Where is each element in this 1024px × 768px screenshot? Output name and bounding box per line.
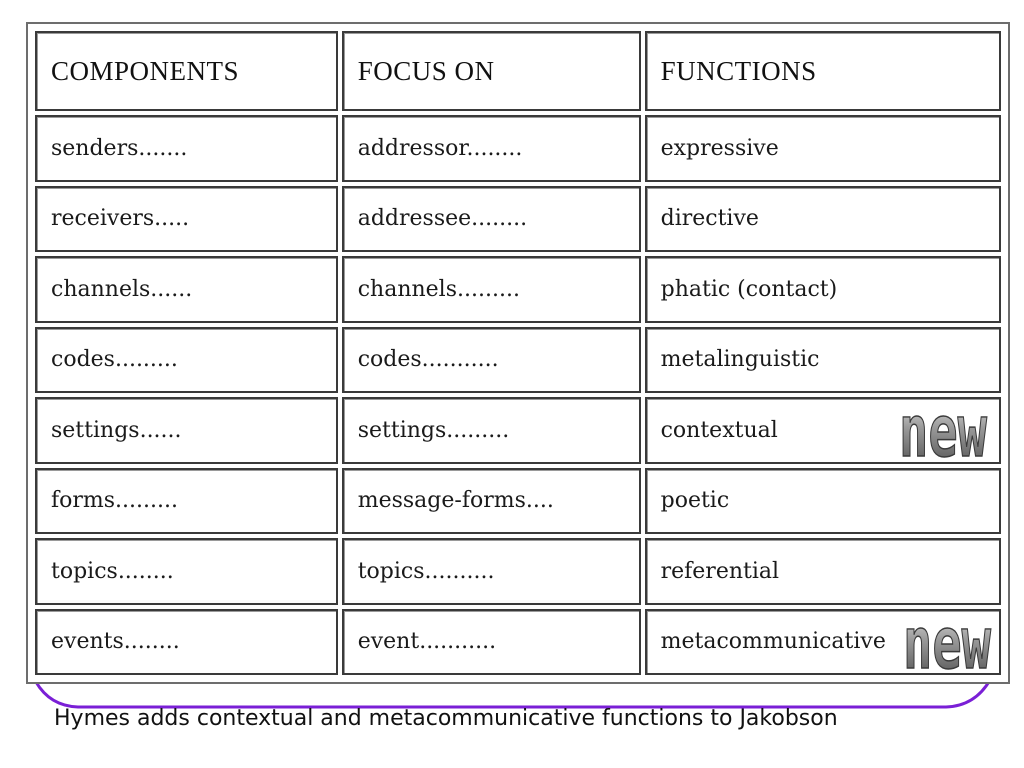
function-label: contextual <box>660 417 778 443</box>
table-row <box>35 397 1001 463</box>
function-label: referential <box>660 558 780 584</box>
new-badge-text: new <box>903 601 992 685</box>
function-label: metacommunicative <box>660 629 886 655</box>
component-cell: topics........ <box>35 538 338 604</box>
function-cell <box>645 186 1001 252</box>
table-row <box>35 186 1001 252</box>
focus-cell: topics.......... <box>342 538 641 604</box>
component-cell: forms......... <box>35 468 338 534</box>
comparison-table <box>26 22 1010 684</box>
focus-cell: addressor........ <box>342 115 641 181</box>
new-wordart-graphic <box>901 601 993 685</box>
new-wordart-graphic <box>897 390 989 474</box>
function-label: directive <box>660 206 759 232</box>
component-cell: channels...... <box>35 256 338 322</box>
function-label: metalinguistic <box>660 347 820 373</box>
focus-cell: codes........... <box>342 327 641 393</box>
function-cell <box>645 538 1001 604</box>
component-cell: events........ <box>35 609 338 676</box>
function-cell <box>645 468 1001 534</box>
table-row <box>35 256 1001 322</box>
table-row <box>35 115 1001 181</box>
component-cell: codes......... <box>35 327 338 393</box>
header-functions: FUNCTIONS <box>645 31 1001 111</box>
focus-cell: message-forms.... <box>342 468 641 534</box>
function-label: phatic (contact) <box>660 276 838 302</box>
table-row <box>35 609 1001 676</box>
table-row <box>35 468 1001 534</box>
function-cell <box>645 390 1001 474</box>
function-cell <box>645 601 1001 685</box>
new-badge-text: new <box>899 390 988 474</box>
function-cell <box>645 256 1001 322</box>
function-cell <box>645 327 1001 393</box>
component-cell: settings...... <box>35 397 338 463</box>
focus-cell: event........... <box>342 609 641 676</box>
table-header-row <box>35 31 1001 111</box>
header-components: COMPONENTS <box>35 31 338 111</box>
header-focus-on: FOCUS ON <box>342 31 641 111</box>
function-label: poetic <box>660 488 730 514</box>
component-cell: receivers..... <box>35 186 338 252</box>
function-label: expressive <box>660 135 779 161</box>
function-cell <box>645 115 1001 181</box>
focus-cell: settings......... <box>342 397 641 463</box>
slide-caption: Hymes adds contextual and metacommunicative functions to Jakobson <box>54 706 838 731</box>
table-row <box>35 538 1001 604</box>
new-wordart-icon <box>901 601 993 685</box>
new-wordart-icon <box>897 390 989 474</box>
component-cell: senders....... <box>35 115 338 181</box>
focus-cell: channels......... <box>342 256 641 322</box>
table-row <box>35 327 1001 393</box>
components-table <box>31 27 1005 685</box>
focus-cell: addressee........ <box>342 186 641 252</box>
